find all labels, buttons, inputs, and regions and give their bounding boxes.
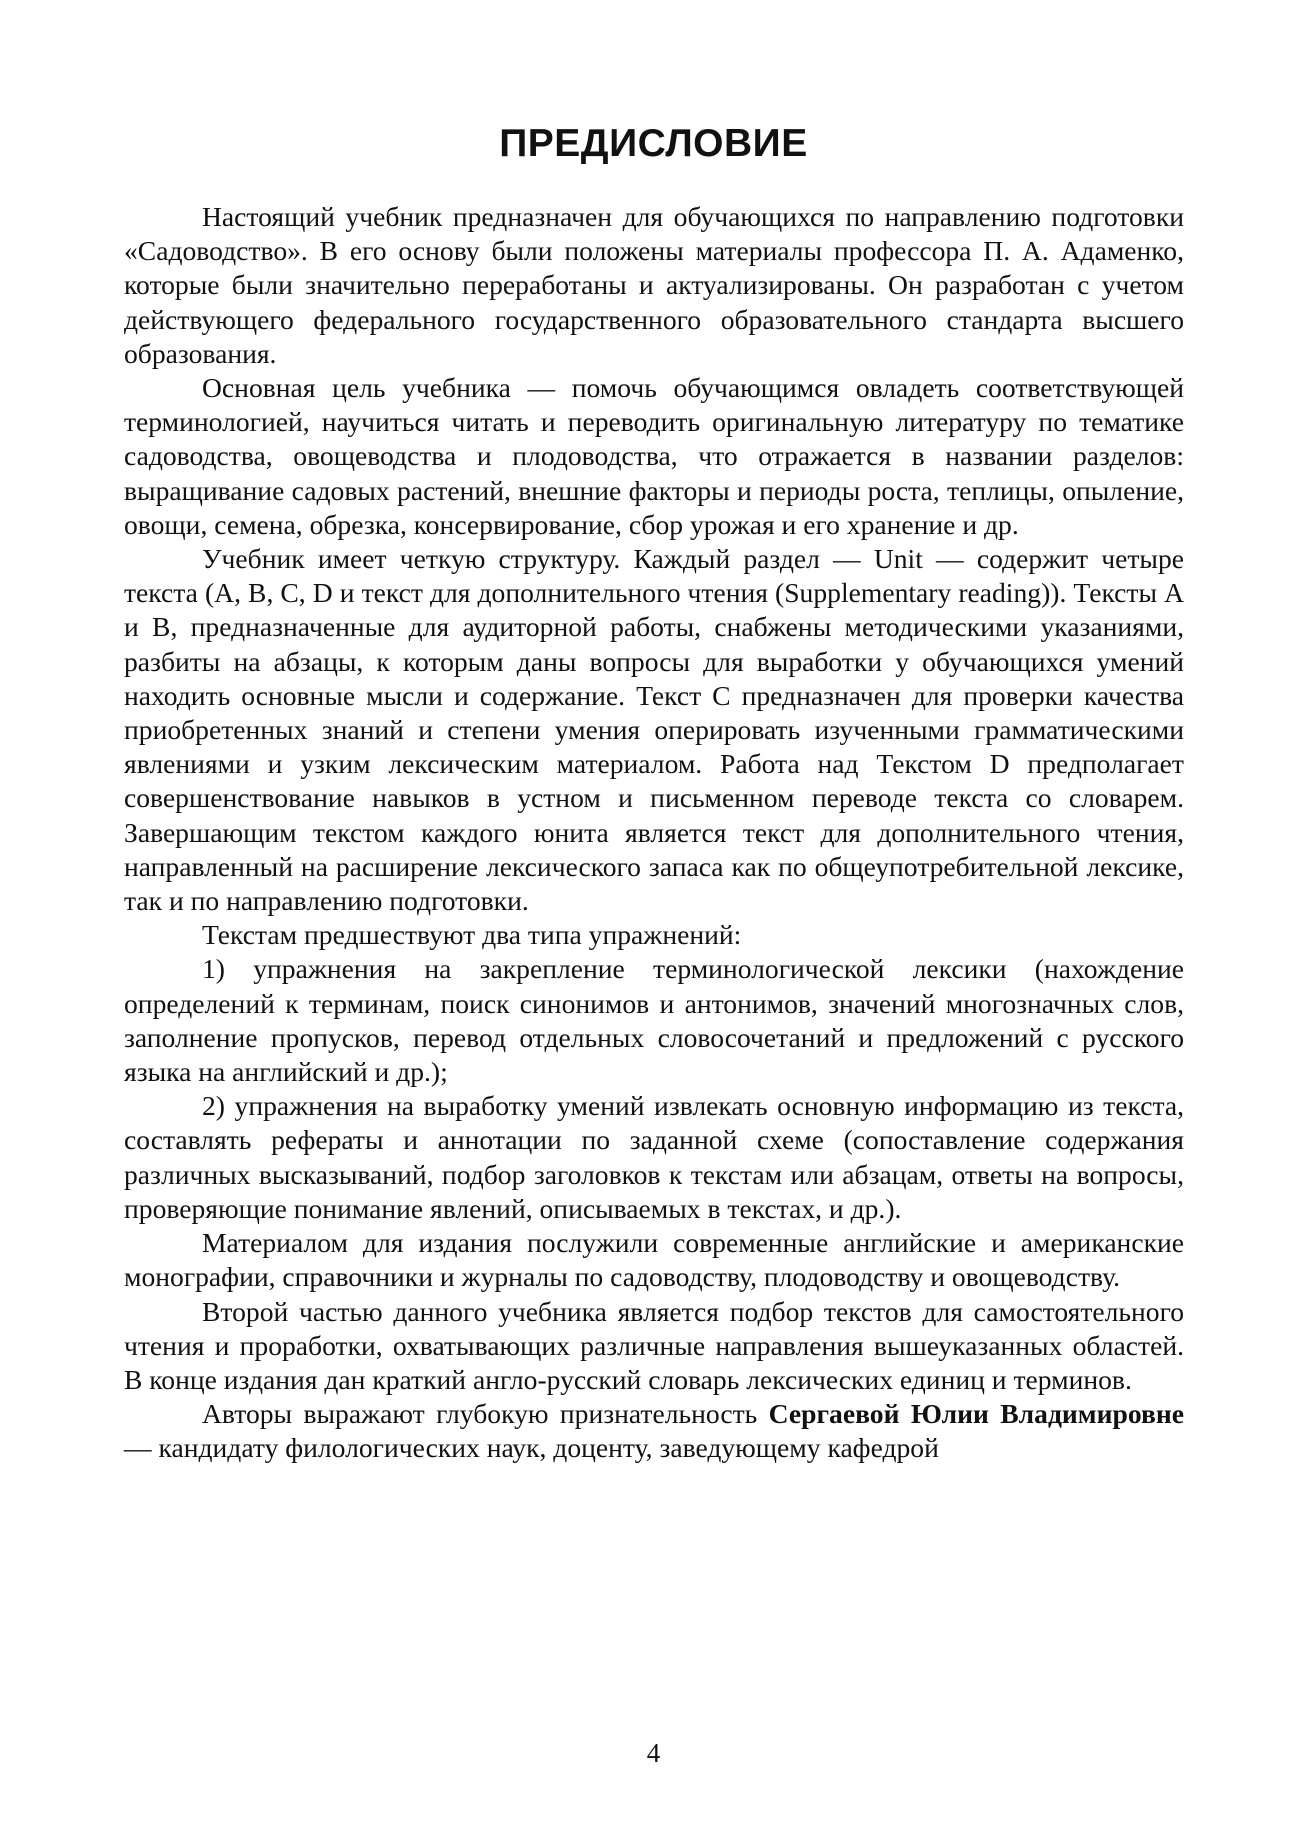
paragraph-goal: Основная цель учебника — помочь обучающимся овладеть соответствующей терминологией, научиться читать и переводить оригинальную литературу по тематике садоводства, овощеводства и плодоводства, что отражается в названии разделов: выращивание садовых растений, внешние факторы и периоды роста, теплицы, опыление, овощи, семена, обрезка, консервирование, сбор урожая и его хранение и др. xyxy=(124,372,1184,540)
page-number: 4 xyxy=(646,1738,661,1768)
paragraph-second-part: Второй частью данного учебника является подбор текстов для самостоятельного чтения и проработки, охватывающих различные направления вышеуказанных областей. В конце издания дан краткий англо-русский словарь лексических единиц и терминов. xyxy=(124,1295,1184,1395)
page-title: ПРЕДИСЛОВИЕ xyxy=(499,122,808,165)
paragraph-exercise-types: Текстам предшествуют два типа упражнений: xyxy=(202,919,742,951)
paragraph-structure: Учебник имеет четкую структуру. Каждый раздел — Unit — содержит четыре текста (A, B, C, D и текст для дополнительного чтения (Supplementary reading)). Тексты A и B, предназначенные для аудиторной работы, снабжены методическими указаниями, разбиты на абзацы, к которым даны вопросы для выработки у обучающихся умений находить основные мысли и содержание. Текст C предназначен для проверки качества приобретенных знаний и степени умения оперировать изученными грамматическими явлениями и узким лексическим материалом. Работа над Текстом D предполагает совершенствование навыков в устном и письменном переводе текста со словарем. Завершающим текстом каждого юнита является текст для дополнительного чтения, направленный на расширение лексического запаса как по общеупотребительной лексике, так и по направлению подготовки. xyxy=(124,543,1184,917)
paragraph-materials: Материалом для издания послужили современные английские и американские монографии, справочники и журналы по садоводству, плодоводству и овощеводству. xyxy=(124,1227,1184,1293)
paragraph-acknowledgement xyxy=(124,1397,1184,1465)
list-item-exercise-1: 1) упражнения на закрепление терминологической лексики (нахождение определений к терминам, поиск синонимов и антонимов, значений многозначных слов, заполнение пропусков, перевод отдельных словосочетаний и предложений с русского языка на английский и др.); xyxy=(124,953,1184,1088)
paragraph-intro: Настоящий учебник предназначен для обучающихся по направлению подготовки «Садоводство». В его основу были положены материалы профессора П. А. Адаменко, которые были значительно переработаны и актуализированы. Он разработан с учетом действующего федерального государственного образовательного стандарта высшего образования. xyxy=(124,201,1184,369)
body-text xyxy=(124,200,1184,1466)
acknowledged-person-name: Сергаевой Юлии Владимировне xyxy=(768,1398,1184,1430)
acknowledgement-text-start: Авторы выражают глубокую признательность xyxy=(202,1398,769,1430)
acknowledgement-text-end: — кандидату филологических наук, доценту, заведующему кафедрой xyxy=(124,1432,939,1464)
list-item-exercise-2: 2) упражнения на выработку умений извлекать основную информацию из текста, составлять рефераты и аннотации по заданной схеме (сопоставление содержания различных высказываний, подбор заголовков к текстам или абзацам, ответы на вопросы, проверяющие понимание явлений, описываемых в текстах, и др.). xyxy=(124,1090,1184,1224)
